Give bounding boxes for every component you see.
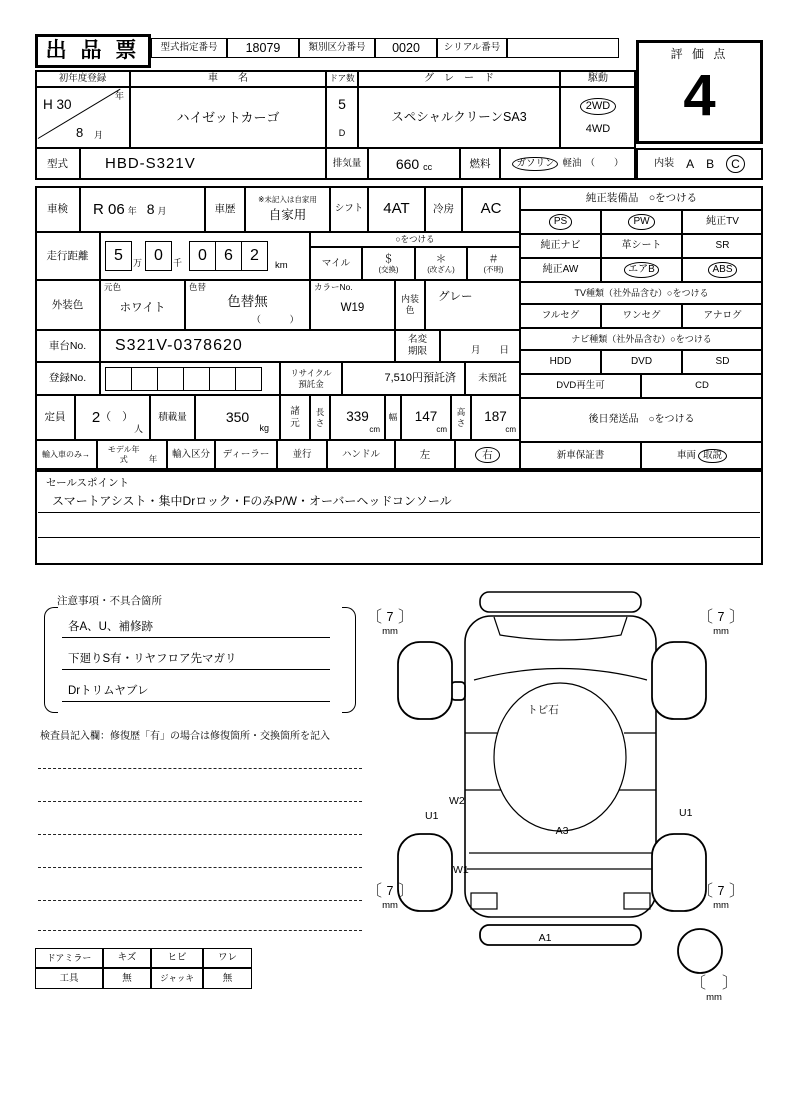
displacement-unit: cc (423, 161, 433, 172)
abs-selected: ABS (708, 262, 736, 278)
navi-option-dvd-play: DVD再生可 (520, 374, 641, 398)
length-cell (330, 395, 385, 440)
capacity-unit: 人 (133, 424, 143, 435)
tv-type-header: TV種類（社外品含む）○をつける (520, 282, 763, 304)
interior-grade-b: B (706, 156, 715, 171)
tread-depth-front-left (366, 610, 414, 637)
width-value: 147 (414, 409, 438, 425)
car-body-outline (465, 616, 656, 917)
fuel-gasoline-selected: ガソリン (512, 157, 558, 172)
mirror-table-crack: ヒビ (151, 948, 203, 968)
equipment-ps (520, 210, 601, 234)
ruled-line (38, 768, 362, 769)
door-count: 5 (338, 96, 346, 112)
bracket-open: 〔 (690, 975, 707, 992)
spare-tire (678, 929, 722, 973)
length-label: 長さ (315, 406, 325, 428)
fuel-diesel: 軽油 (562, 158, 582, 170)
tamper-symbol: ＊ (435, 252, 447, 265)
bracket-open: 〔 (697, 609, 714, 626)
model-year-cell (97, 440, 167, 470)
shaken-year-unit: 年 (127, 206, 137, 216)
shaken-month-unit: 月 (157, 206, 167, 216)
bracket-close: 〕 (398, 883, 415, 900)
bracket-close: 〕 (729, 609, 746, 626)
side-mirror-left (451, 682, 465, 700)
ac-label: 冷房 (425, 186, 462, 232)
chassis-no-value: S321V-0378620 (100, 330, 395, 362)
mirror-table-tools: 工具 (35, 968, 103, 989)
width-label: 幅 (385, 395, 401, 440)
odometer-digit-5: 2 (241, 241, 268, 271)
equipment-pw (601, 210, 682, 234)
damage-a3-annotation: A3 (555, 825, 569, 837)
door-count-sub: D (338, 128, 346, 139)
equipment-sr: SR (682, 234, 763, 258)
import-only-label: 輸入車のみ→ (35, 440, 97, 470)
color-no-value: W19 (340, 302, 365, 315)
equipment-aw: 純正AW (520, 258, 601, 282)
first-registration-era-year: H 30 (43, 97, 72, 112)
warranty-label: 新車保証書 (520, 442, 641, 470)
equipment-tv: 純正TV (682, 210, 763, 234)
rear-bumper (480, 925, 641, 945)
drive-4wd: 4WD (585, 123, 611, 136)
exterior-color-label: 外装色 (35, 280, 100, 330)
damage-w2-annotation: W2 (449, 795, 465, 807)
odometer-unit-sen: 千 (173, 258, 183, 269)
dims-label: 諸元 (290, 405, 300, 429)
tread-value: 7 (717, 884, 725, 898)
model-code-label: 型式 (35, 148, 80, 180)
tire-front-left (398, 642, 452, 719)
interior-color-label-cell (395, 280, 425, 330)
registration-digit-box (183, 367, 210, 391)
navi-option-dvd: DVD (601, 350, 682, 374)
color-no-cell (310, 280, 395, 330)
vehicle-name-header: 車 名 (130, 70, 326, 87)
mm-unit: mm (382, 899, 398, 911)
windshield-line (474, 669, 647, 681)
tamper-note: (改ざん) (427, 265, 455, 275)
handle-right-cell (455, 440, 520, 470)
evaluation-label: 評 価 点 (670, 47, 729, 61)
capacity-label: 定員 (35, 395, 75, 440)
mirror-table-jack-none: 無 (203, 968, 252, 989)
sales-point-line-1: スマートアシスト・集中Drロック・FのみP/W・オーバーヘッドコンソール (38, 489, 760, 513)
parallel-option: 並行 (277, 440, 327, 470)
first-registration-cell (35, 87, 130, 148)
length-label-cell (310, 395, 330, 440)
fuel-cell (500, 148, 636, 180)
airbag-selected: エアB (624, 262, 659, 278)
registration-digit-box (209, 367, 236, 391)
mirror-table-door-mirror: ドアミラー (35, 948, 103, 968)
tread-depth-front-right (697, 610, 745, 637)
equipment-abs (682, 258, 763, 282)
damage-u1-right-annotation: U1 (679, 807, 693, 819)
width-unit: cm (436, 425, 447, 435)
color-change-value: 色替無 (227, 293, 268, 309)
odometer-cell (100, 232, 310, 280)
mileage-circle-note: ○をつける (310, 232, 520, 247)
first-registration-year-unit: 年 (114, 91, 124, 101)
handle-label: ハンドル (327, 440, 395, 470)
car-diagram (363, 585, 763, 1005)
handle-left: 左 (395, 440, 455, 470)
ruled-line (38, 930, 362, 931)
mirror-table-scratch: キズ (103, 948, 151, 968)
note-line-2: 下廻りS有・リヤフロア先マガリ (62, 644, 330, 670)
sales-point-line-2 (38, 513, 760, 538)
load-unit: kg (259, 423, 269, 434)
mirror-table-tools-none: 無 (103, 968, 151, 989)
shift-value: 4AT (368, 186, 425, 232)
notes-header: 注意事項・不具合箇所 (57, 595, 162, 607)
unknown-option (467, 247, 520, 280)
ps-selected: PS (549, 214, 572, 230)
bracket-open: 〔 (697, 883, 714, 900)
bracket-close: 〕 (729, 883, 746, 900)
equipment-airbag (601, 258, 682, 282)
load-label: 積載量 (150, 395, 195, 440)
exchange-option (362, 247, 415, 280)
name-change-label: 名変期限 (407, 334, 427, 357)
evaluation-score-box (636, 40, 763, 144)
height-unit: cm (505, 425, 516, 435)
registration-digit-box (131, 367, 158, 391)
equipment-leather: 革シート (601, 234, 682, 258)
tv-option-analog: アナログ (682, 304, 763, 328)
height-value: 187 (484, 409, 507, 425)
tail-light-right (624, 893, 650, 909)
color-change-cell (185, 280, 310, 330)
class-number-label: 類別区分番号 (299, 38, 375, 58)
dealer-option: ディーラー (215, 440, 277, 470)
model-year-unit: 年 (148, 453, 158, 464)
tv-option-oneseg: ワンセグ (601, 304, 682, 328)
later-shipping-label: 後日発送品 ○をつける (520, 398, 763, 442)
door-count-cell (326, 87, 358, 148)
tread-value: 7 (386, 610, 394, 624)
length-value: 339 (346, 409, 369, 425)
registration-no-label: 登録No. (35, 362, 100, 395)
bracket-open: 〔 (366, 609, 383, 626)
equipment-navi: 純正ナビ (520, 234, 601, 258)
base-color-label: 元色 (104, 282, 122, 292)
bracket-close: 〕 (722, 975, 739, 992)
class-number-value: 0020 (375, 38, 437, 58)
capacity-value: 2 (91, 408, 101, 426)
height-label: 高さ (456, 406, 466, 428)
door-count-header: ドア数 (326, 70, 358, 87)
color-change-parens: （ ） (251, 314, 299, 326)
mirror-table-jack: ジャッキ (151, 968, 203, 989)
bracket-open: 〔 (366, 883, 383, 900)
capacity-cell (75, 395, 150, 440)
damage-w1-annotation: W1 (453, 864, 469, 876)
recycle-label-cell (280, 362, 342, 395)
tread-depth-rear-right (697, 884, 745, 911)
model-year-label: モデル年式 (107, 445, 140, 464)
mileage-label: 走行距離 (35, 232, 100, 280)
mm-unit: mm (382, 625, 398, 637)
color-change-label: 色替 (189, 282, 207, 292)
fuel-label: 燃料 (460, 148, 500, 180)
displacement-cell (368, 148, 460, 180)
manual-prefix: 車両 (676, 450, 696, 462)
navi-option-hdd: HDD (520, 350, 601, 374)
first-registration-header: 初年度登録 (35, 70, 130, 87)
displacement-value: 660 (395, 155, 420, 172)
tread-value: 7 (386, 884, 394, 898)
shaken-label: 車検 (35, 186, 80, 232)
handle-right-selected: 右 (475, 447, 500, 463)
equipment-header: 純正装備品 ○をつける (520, 186, 763, 210)
name-change-label-cell (395, 330, 440, 362)
first-registration-month: 8 (76, 125, 84, 141)
ac-value: AC (462, 186, 520, 232)
interior-grade-cell (636, 148, 763, 180)
history-label: 車歴 (205, 186, 245, 232)
model-code-value: HBD-S321V (80, 148, 326, 180)
mm-unit: mm (706, 991, 722, 1003)
odometer-digit-1: 5 (105, 241, 132, 271)
manual-cell (641, 442, 763, 470)
base-color-cell (100, 280, 185, 330)
load-cell (195, 395, 280, 440)
sales-point-header: セールスポイント (46, 477, 130, 489)
roof-panel (494, 683, 626, 831)
odometer-km-unit: km (275, 259, 288, 271)
drive-cell (560, 87, 636, 148)
interior-color-label: 内装色 (400, 293, 419, 315)
interior-grade-a: A (686, 156, 695, 171)
odometer-digit-3: 0 (189, 241, 216, 271)
bracket-left (44, 607, 58, 713)
grade-value: スペシャルクリーンSA3 (358, 87, 560, 148)
vehicle-name: ハイゼットカーゴ (130, 87, 326, 148)
mirror-table-break: ワレ (203, 948, 252, 968)
ruled-line (38, 834, 362, 835)
registration-digit-box (235, 367, 262, 391)
note-line-3: Drトリムヤブレ (62, 676, 330, 702)
model-designation-label: 型式指定番号 (151, 38, 227, 58)
drive-header: 駆動 (560, 70, 636, 87)
history-value: 自家用 (268, 208, 307, 222)
manual-selected: 取説 (698, 449, 727, 464)
capacity-parens: （ ） (100, 410, 134, 423)
width-cell (401, 395, 451, 440)
registration-digit-box (105, 367, 132, 391)
inspector-note: 検査員記入欄：修復歴「有」の場合は修復箇所・交換箇所を記入 (40, 731, 330, 742)
front-cowl-line (494, 617, 627, 640)
ruled-line (38, 900, 362, 901)
serial-number-label: シリアル番号 (437, 38, 507, 58)
mile-option: マイル (310, 247, 362, 280)
history-note: ※未記入は自家用 (258, 195, 317, 204)
odometer-digit-4: 6 (215, 241, 242, 271)
note-line-1: 各A、U、補修跡 (62, 612, 330, 638)
odometer-digit-2: 0 (145, 241, 172, 271)
import-type-label: 輸入区分 (167, 440, 215, 470)
color-no-label: カラーNo. (314, 282, 353, 292)
shift-label: シフト (330, 186, 368, 232)
tamper-option (415, 247, 467, 280)
recycle-value: 7,510円預託済 (342, 362, 465, 395)
shaken-cell (80, 186, 205, 232)
ruled-line (38, 867, 362, 868)
height-cell (471, 395, 520, 440)
damage-u1-left-annotation: U1 (425, 810, 439, 822)
navi-type-header: ナビ種類（社外品含む）○をつける (520, 328, 763, 350)
fuel-parens: （ ） (585, 158, 624, 170)
unknown-symbol: ＃ (488, 252, 499, 265)
interior-color-value: グレー (425, 280, 520, 330)
front-bumper (480, 592, 641, 612)
dims-label-cell (280, 395, 310, 440)
exchange-symbol: ＄ (383, 252, 394, 265)
ruled-line (38, 801, 362, 802)
drive-2wd-selected: 2WD (580, 98, 616, 115)
load-value: 350 (225, 409, 250, 426)
displacement-label: 排気量 (326, 148, 368, 180)
length-unit: cm (369, 425, 380, 435)
history-cell (245, 186, 330, 232)
exchange-note: (交換) (378, 265, 399, 275)
tread-value: 7 (717, 610, 725, 624)
mm-unit: mm (713, 625, 729, 637)
pw-selected: PW (628, 214, 654, 230)
navi-option-cd: CD (641, 374, 763, 398)
recycle-label: リサイクル預託金 (290, 367, 332, 389)
chassis-no-label: 車台No. (35, 330, 100, 362)
bracket-close: 〕 (398, 609, 415, 626)
first-registration-month-unit: 月 (94, 130, 104, 141)
registration-digit-box (157, 367, 184, 391)
height-label-cell (451, 395, 471, 440)
shaken-month: 8 (146, 201, 155, 217)
model-designation-value: 18079 (227, 38, 299, 58)
tire-front-right (652, 642, 706, 719)
name-change-units: 月 日 (440, 330, 520, 362)
tread-depth-spare (690, 976, 738, 1003)
interior-grade-label: 内装 (654, 158, 675, 169)
bracket-right (342, 607, 356, 713)
tail-light-left (471, 893, 497, 909)
recycle-alt: 未預託 (465, 362, 520, 395)
mm-unit: mm (713, 899, 729, 911)
interior-grade-c-selected: C (726, 155, 745, 173)
tv-option-fullseg: フルセグ (520, 304, 601, 328)
navi-option-sd: SD (682, 350, 763, 374)
tread-depth-rear-left (366, 884, 414, 911)
stone-chip-annotation: トビ石 (527, 704, 559, 716)
unknown-note: (不明) (483, 265, 504, 275)
odometer-unit-man: 万 (133, 258, 143, 269)
evaluation-value: 4 (683, 63, 716, 129)
registration-no-boxes (100, 362, 280, 395)
serial-number-value (507, 38, 619, 58)
damage-a1-annotation: A1 (538, 932, 552, 944)
base-color-value: ホワイト (119, 302, 166, 315)
grade-header: グ レ ー ド (358, 70, 560, 87)
shaken-value: R 06 (93, 201, 125, 218)
sheet-title: 出 品 票 (35, 34, 151, 68)
